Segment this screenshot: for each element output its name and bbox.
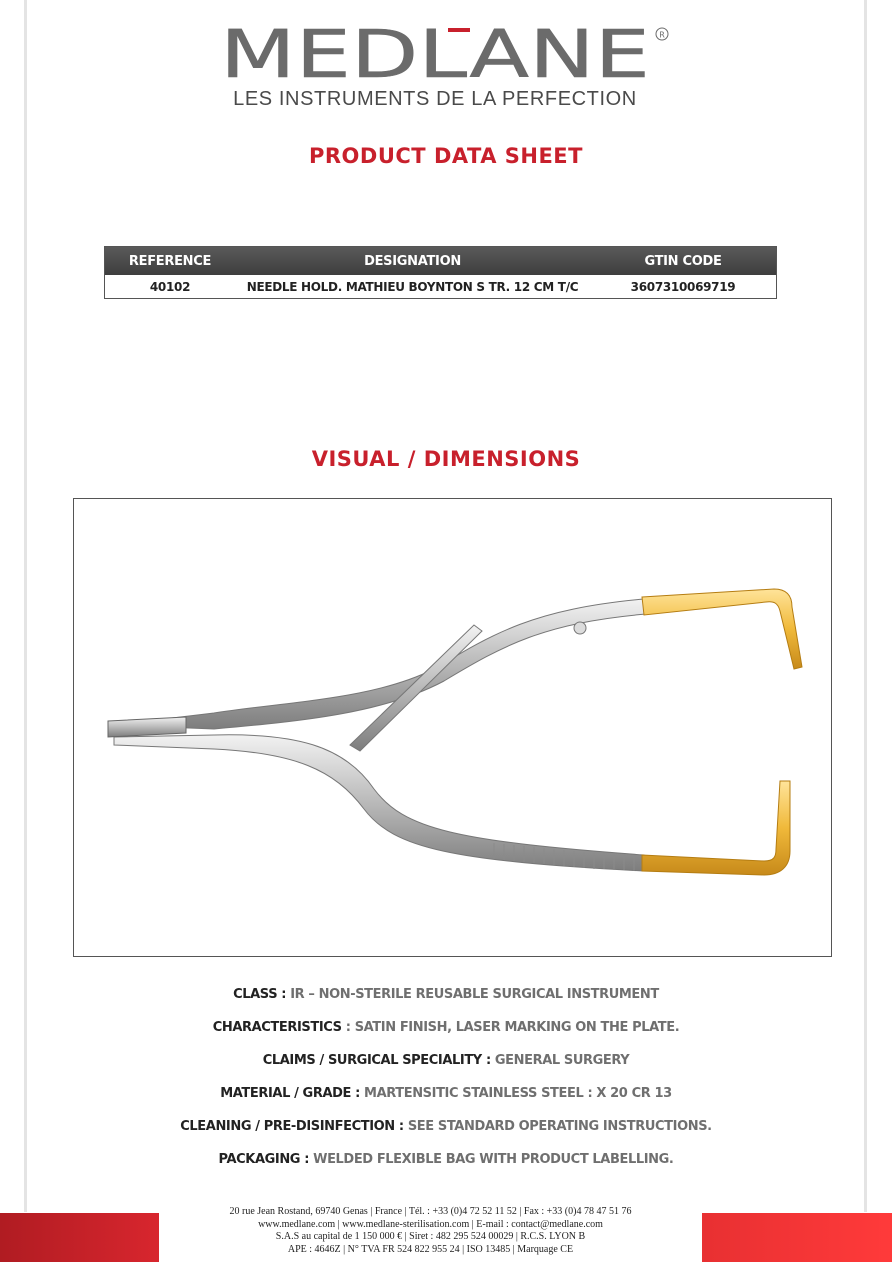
- spec-characteristics: [0, 1017, 892, 1050]
- footer-bar-left: [0, 1213, 159, 1262]
- pivot-screw-icon: [574, 622, 586, 634]
- medlane-wordmark: [220, 22, 680, 82]
- table-row: [105, 275, 776, 298]
- upper-gold-tip: [642, 589, 802, 669]
- spring-bar: [350, 625, 482, 751]
- header-designation: DESIGNATION: [364, 253, 461, 269]
- spec-value: WELDED FLEXIBLE BAG WITH PRODUCT LABELLING.: [309, 1152, 674, 1167]
- footer-contact: [159, 1206, 702, 1256]
- header-reference: REFERENCE: [128, 253, 212, 269]
- lower-gold-tip: [642, 781, 790, 875]
- footer-web: www.medlane.com | www.medlane-sterilisation.com | E-mail : contact@medlane.com: [258, 1218, 603, 1230]
- spec-label: PACKAGING :: [218, 1152, 309, 1167]
- table-header-row: [105, 247, 776, 275]
- product-visual-frame: [73, 498, 832, 957]
- cell-designation: NEEDLE HOLD. MATHIEU BOYNTON S TR. 12 CM T/C: [246, 279, 579, 294]
- header-gtin: GTIN CODE: [644, 253, 722, 269]
- spec-class: [0, 984, 892, 1017]
- logo-tagline: LES INSTRUMENTS DE LA PERFECTION: [233, 88, 637, 110]
- spec-cleaning: [0, 1116, 892, 1149]
- footer-address: 20 rue Jean Rostand, 69740 Genas | France | Tél. : +33 (0)4 72 52 11 52 | Fax : +33 (0)4 78 47 51 76: [229, 1206, 632, 1217]
- footer-company: S.A.S au capital de 1 150 000 € | Siret : 482 295 524 00029 | R.C.S. LYON B: [275, 1231, 586, 1242]
- logo-wordmark-text: MEDLANE: [220, 22, 650, 82]
- cell-gtin: 3607310069719: [630, 279, 736, 294]
- product-sheet-title: PRODUCT DATA SHEET: [309, 144, 583, 168]
- registered-mark: R: [659, 30, 665, 40]
- spec-material: [0, 1083, 892, 1116]
- spec-label: CHARACTERISTICS: [212, 1020, 342, 1035]
- footer-bar-right: [702, 1213, 892, 1262]
- needle-holder-illustration: [74, 499, 831, 956]
- reference-table: [104, 246, 777, 299]
- spec-value: : SATIN FINISH, LASER MARKING ON THE PLATE.: [341, 1020, 680, 1035]
- spec-packaging: [0, 1149, 892, 1182]
- cell-reference: 40102: [149, 279, 191, 294]
- spec-label: CLAIMS / SURGICAL SPECIALITY :: [262, 1053, 491, 1068]
- upper-handle: [114, 599, 646, 729]
- spec-value: MARTENSITIC STAINLESS STEEL : X 20 CR 13: [359, 1086, 672, 1101]
- specifications: [0, 984, 892, 1182]
- jaws: [108, 717, 186, 737]
- visual-dimensions-title: VISUAL / DIMENSIONS: [311, 447, 581, 471]
- spec-value: IR – NON-STERILE REUSABLE SURGICAL INSTRUMENT: [286, 987, 659, 1002]
- spec-label: CLEANING / PRE-DISINFECTION :: [180, 1119, 404, 1134]
- spec-claims: [0, 1050, 892, 1083]
- spec-label: MATERIAL / GRADE :: [220, 1086, 360, 1101]
- spec-value: SEE STANDARD OPERATING INSTRUCTIONS.: [403, 1119, 712, 1134]
- spec-label: CLASS :: [233, 987, 287, 1002]
- footer-registration: APE : 4646Z | N° TVA FR 524 822 955 24 | ISO 13485 | Marquage CE: [287, 1243, 574, 1255]
- medlane-logo: [220, 22, 680, 117]
- spec-value: GENERAL SURGERY: [490, 1053, 630, 1068]
